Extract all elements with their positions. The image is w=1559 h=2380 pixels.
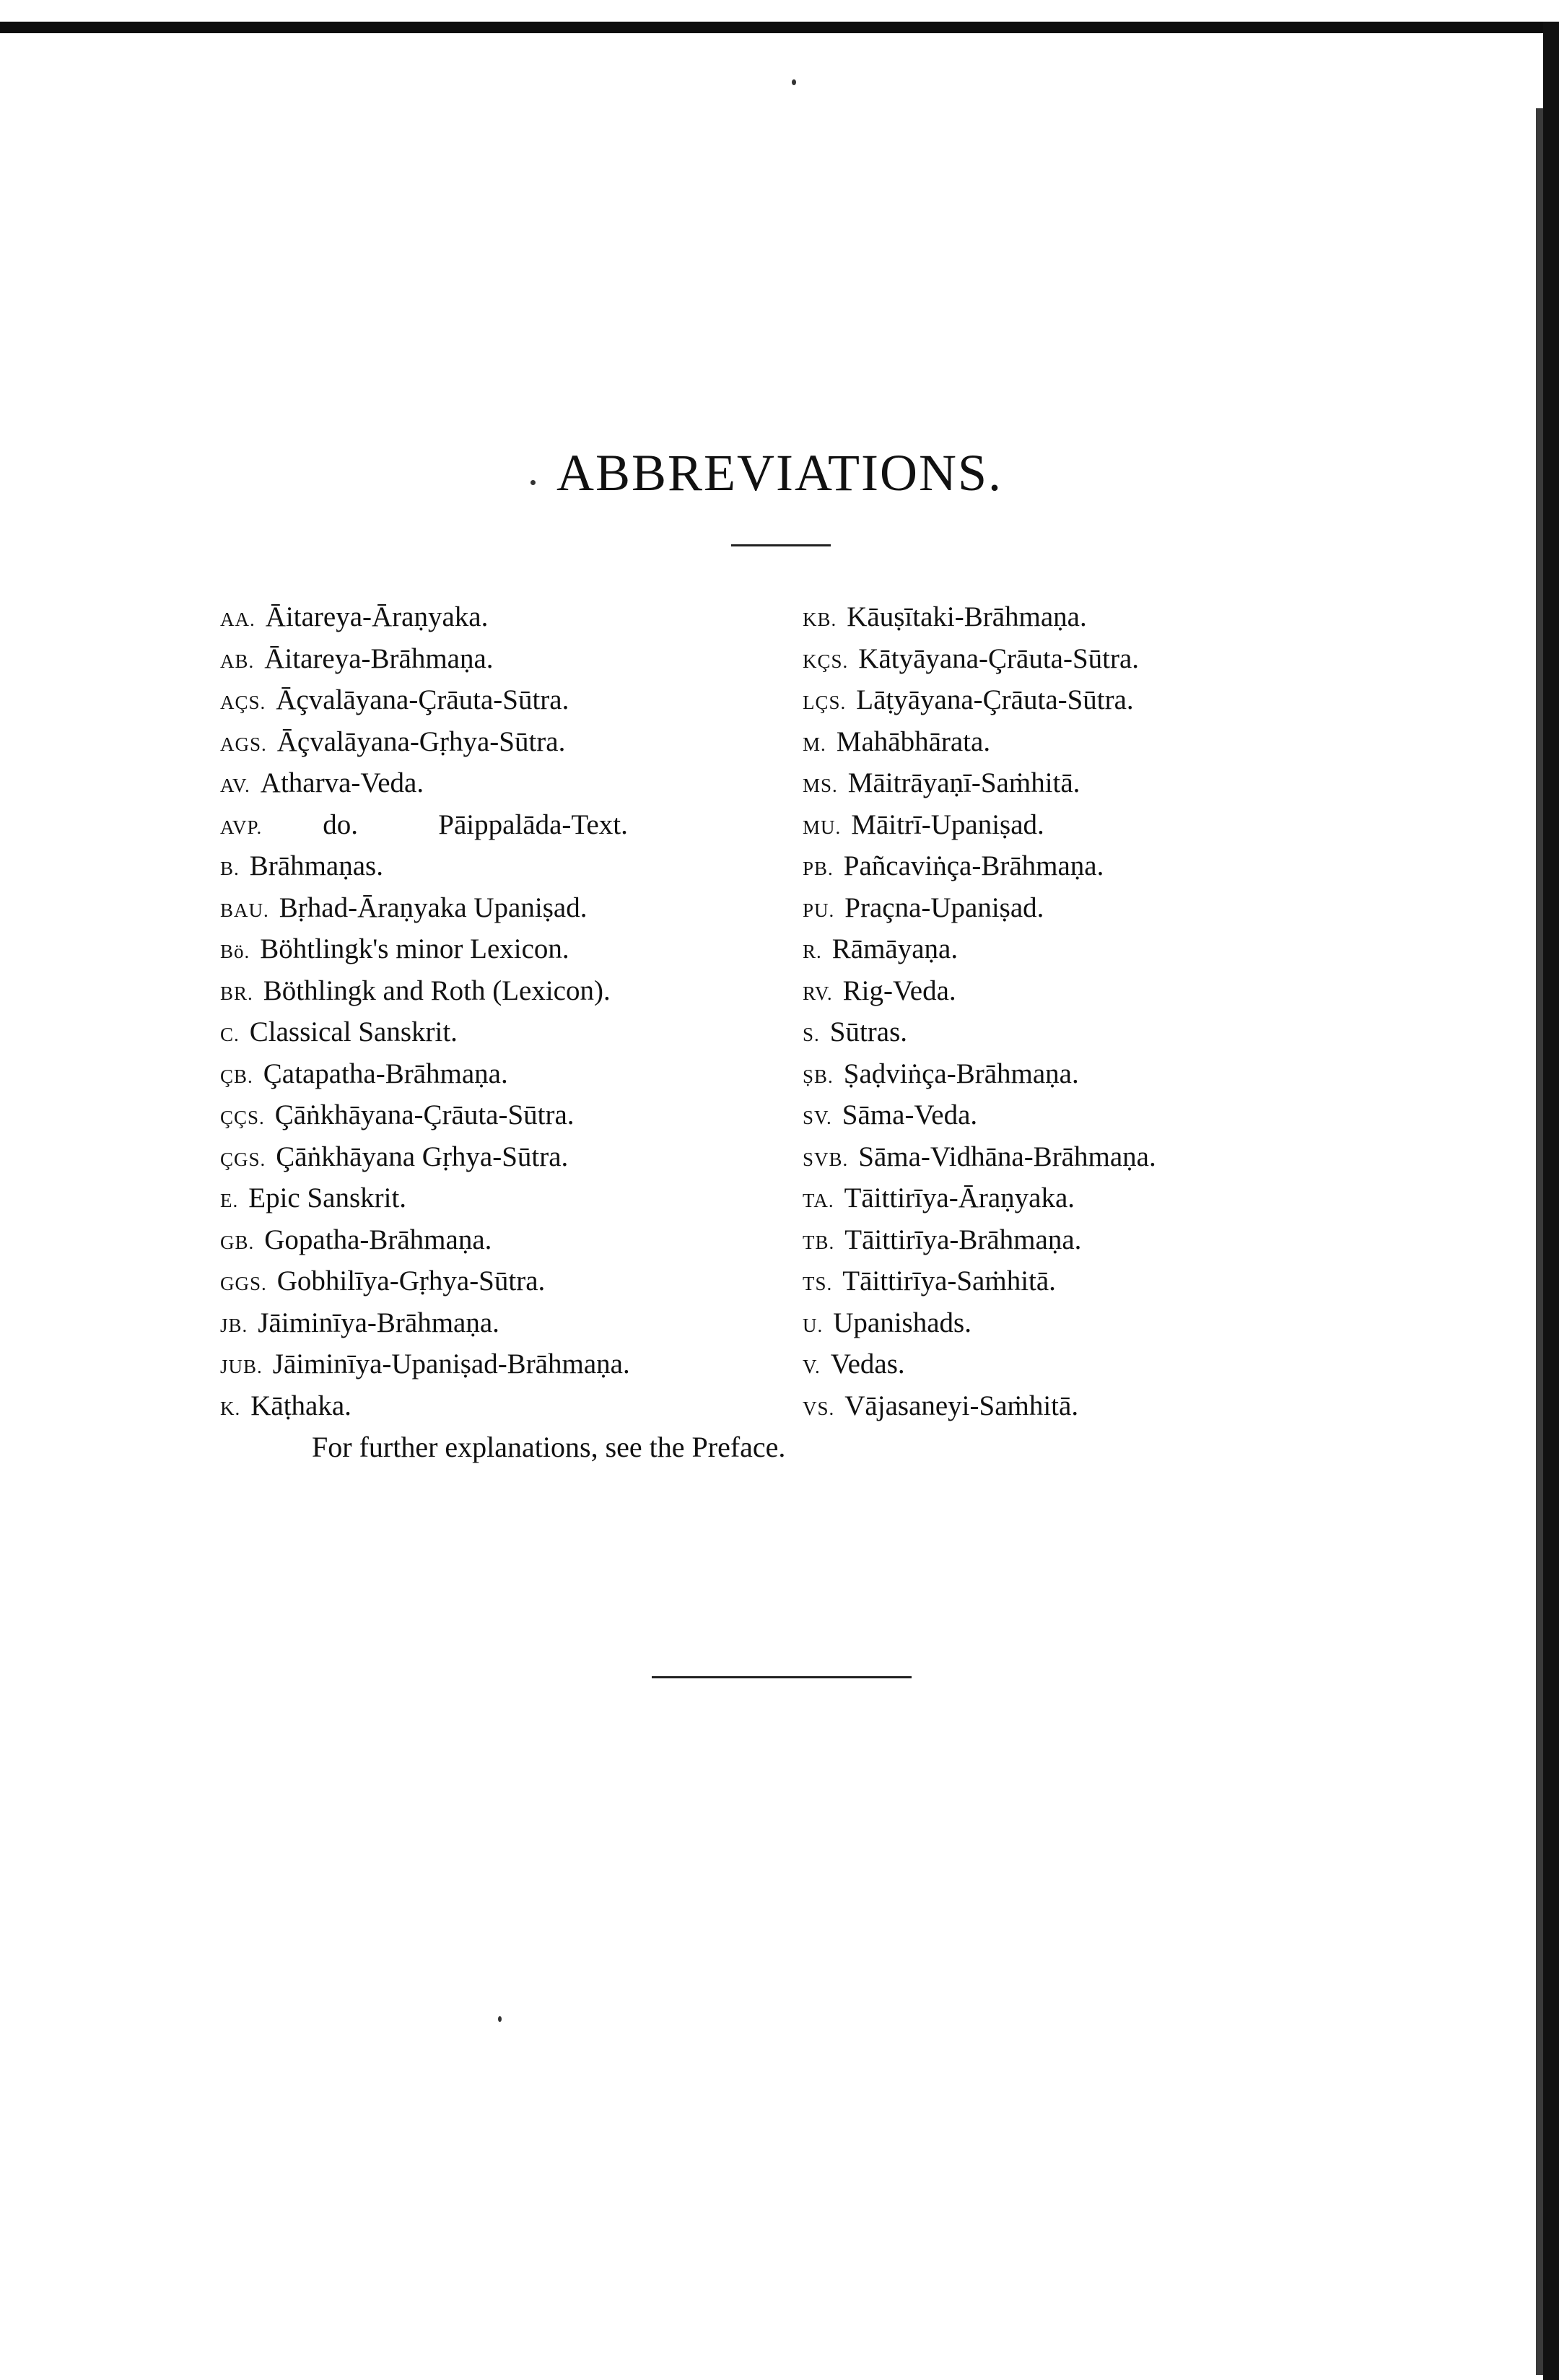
abbreviation-entry	[803, 1302, 1322, 1344]
abbreviation-code: ṢB.	[803, 1065, 834, 1087]
abbreviation-code: C.	[220, 1024, 240, 1045]
abbreviation-entry	[803, 1177, 1322, 1219]
abbreviation-code: MU.	[803, 816, 842, 838]
abbreviation-code: AVP.	[220, 816, 263, 838]
abbreviation-code: VS.	[803, 1397, 835, 1419]
abbreviation-entry	[220, 1136, 798, 1178]
abbreviation-code: KB.	[803, 609, 837, 630]
abbreviation-meaning: Kāṭhaka.	[250, 1390, 351, 1421]
abbreviation-code: AA.	[220, 609, 256, 630]
title-divider	[731, 544, 831, 546]
abbreviation-meaning: Māitrāyaṇī-Saṁhitā.	[847, 767, 1080, 798]
abbreviation-meaning: Rig-Veda.	[842, 975, 956, 1006]
abbreviation-code: JUB.	[220, 1356, 263, 1377]
abbreviation-code: GB.	[220, 1231, 255, 1253]
abbreviation-entry	[220, 1302, 798, 1344]
abbreviation-meaning: Atharva-Veda.	[260, 767, 424, 798]
abbreviation-code: TS.	[803, 1273, 833, 1294]
abbreviation-code: AGS.	[220, 733, 267, 755]
abbreviation-entry	[803, 1219, 1322, 1261]
abbreviation-code: TB.	[803, 1231, 835, 1253]
abbreviation-meaning: Brāhmaṇas.	[249, 850, 383, 881]
abbreviation-code: RV.	[803, 982, 833, 1004]
abbreviation-meaning: Upanishads.	[833, 1307, 971, 1338]
abbreviation-code: JB.	[220, 1314, 248, 1336]
abbreviation-meaning: Tāittirīya-Brāhmaṇa.	[844, 1224, 1082, 1255]
abbreviation-meaning: Epic Sanskrit.	[248, 1182, 407, 1213]
abbreviation-meaning: Jāiminīya-Upaniṣad-Brāhmaṇa.	[272, 1348, 630, 1379]
abbreviation-entry	[220, 1260, 798, 1302]
abbreviation-entry	[803, 970, 1322, 1012]
abbreviation-code: K.	[220, 1397, 241, 1419]
abbreviation-code: BR.	[220, 982, 253, 1004]
abbreviation-meaning: Sāma-Veda.	[842, 1099, 978, 1130]
abbreviation-code: LÇS.	[803, 692, 847, 713]
abbreviation-code: AÇS.	[220, 692, 266, 713]
abbreviation-entry	[803, 1011, 1322, 1053]
abbreviation-meaning: Sūtras.	[829, 1016, 908, 1047]
abbreviation-code: AB.	[220, 650, 255, 672]
abbreviation-entry	[220, 970, 798, 1012]
abbreviation-entry	[220, 596, 798, 638]
abbreviation-entry	[220, 1385, 798, 1427]
abbreviation-meaning: Lāṭyāyana-Çrāuta-Sūtra.	[856, 684, 1134, 715]
abbreviation-code: SV.	[803, 1107, 832, 1128]
abbreviation-entry	[220, 1219, 798, 1261]
abbreviation-entry	[220, 1343, 798, 1385]
abbreviation-meaning: Rāmāyaṇa.	[831, 933, 958, 964]
abbreviation-code: E.	[220, 1190, 239, 1211]
abbreviation-code: MS.	[803, 775, 838, 796]
abbreviation-meaning: Āçvalāyana-Çrāuta-Sūtra.	[276, 684, 569, 715]
abbreviation-meaning: Ṣaḍviṅça-Brāhmaṇa.	[843, 1058, 1079, 1089]
abbreviation-meaning: Āitareya-Brāhmaṇa.	[264, 642, 494, 674]
abbreviation-meaning: Pāippalāda-Text.	[438, 808, 628, 840]
abbreviations-left-column	[220, 596, 798, 1426]
scan-speck	[498, 2016, 502, 2022]
abbreviation-code: V.	[803, 1356, 821, 1377]
abbreviation-code: U.	[803, 1314, 824, 1336]
abbreviation-entry	[220, 1053, 798, 1095]
abbreviation-entry	[803, 804, 1322, 846]
abbreviation-meaning: Gopatha-Brāhmaṇa.	[264, 1224, 492, 1255]
abbreviation-meaning: Classical Sanskrit.	[249, 1016, 458, 1047]
abbreviation-meaning: Pañcaviṅça-Brāhmaṇa.	[843, 850, 1104, 881]
abbreviation-meaning: Vedas.	[830, 1348, 905, 1379]
abbreviation-entry	[220, 638, 798, 680]
abbreviation-entry	[803, 1385, 1322, 1427]
abbreviation-entry	[803, 762, 1322, 804]
abbreviation-meaning: Tāittirīya-Āraṇyaka.	[844, 1182, 1075, 1213]
abbreviation-code: B.	[220, 858, 240, 879]
abbreviation-entry	[803, 845, 1322, 887]
abbreviation-meaning: Māitrī-Upaniṣad.	[851, 808, 1044, 840]
abbreviation-meaning: Çāṅkhāyana Gṛhya-Sūtra.	[276, 1141, 569, 1172]
abbreviation-entry	[803, 679, 1322, 721]
abbreviation-meaning: Mahābhārata.	[836, 725, 991, 757]
abbreviation-meaning: Sāma-Vidhāna-Brāhmaṇa.	[858, 1141, 1156, 1172]
abbreviation-meaning: Tāittirīya-Saṁhitā.	[842, 1265, 1056, 1296]
abbreviation-entry	[220, 804, 798, 846]
abbreviation-meaning: Praçna-Upaniṣad.	[844, 892, 1044, 923]
abbreviation-code: ÇGS.	[220, 1148, 266, 1170]
abbreviation-meaning: Kātyāyana-Çrāuta-Sūtra.	[858, 642, 1140, 674]
abbreviation-meaning: Āçvalāyana-Gṛhya-Sūtra.	[276, 725, 566, 757]
abbreviation-meaning: Çāṅkhāyana-Çrāuta-Sūtra.	[274, 1099, 575, 1130]
abbreviation-meaning: Vājasaneyi-Saṁhitā.	[844, 1390, 1079, 1421]
abbreviation-entry	[220, 1094, 798, 1136]
page-title: ABBREVIATIONS.	[556, 444, 1003, 502]
scan-right-border	[1543, 22, 1559, 2380]
abbreviation-meaning: Āitareya-Āraṇyaka.	[265, 601, 489, 632]
abbreviation-entry	[803, 638, 1322, 680]
abbreviation-code: Bö.	[220, 941, 250, 962]
abbreviation-entry	[803, 1343, 1322, 1385]
abbreviation-code: S.	[803, 1024, 820, 1045]
abbreviation-code: ÇB.	[220, 1065, 253, 1087]
abbreviation-meaning: Gobhilīya-Gṛhya-Sūtra.	[276, 1265, 546, 1296]
abbreviation-code: PU.	[803, 899, 835, 921]
abbreviation-entry	[220, 721, 798, 763]
abbreviation-code: GGS.	[220, 1273, 267, 1294]
abbreviation-meaning: Kāuṣītaki-Brāhmaṇa.	[847, 601, 1087, 632]
abbreviation-entry	[220, 928, 798, 970]
bottom-divider	[652, 1676, 912, 1678]
scan-speck	[792, 79, 796, 85]
abbreviation-entry	[803, 596, 1322, 638]
abbreviation-code: ÇÇS.	[220, 1107, 265, 1128]
abbreviation-entry	[803, 1136, 1322, 1178]
abbreviation-code: SVB.	[803, 1148, 849, 1170]
abbreviation-entry	[220, 679, 798, 721]
abbreviation-code: AV.	[220, 775, 250, 796]
abbreviation-code: BAU.	[220, 899, 269, 921]
scan-top-border	[0, 22, 1559, 33]
abbreviation-meaning: Çatapatha-Brāhmaṇa.	[263, 1058, 508, 1089]
abbreviation-entry	[803, 1094, 1322, 1136]
abbreviation-meaning: Bṛhad-Āraṇyaka Upaniṣad.	[279, 892, 588, 923]
abbreviation-code: KÇS.	[803, 650, 849, 672]
abbreviation-code: M.	[803, 733, 826, 755]
abbreviation-entry	[803, 1053, 1322, 1095]
abbreviation-entry	[803, 928, 1322, 970]
abbreviation-entry	[220, 887, 798, 929]
abbreviation-code: R.	[803, 941, 822, 962]
footnote: For further explanations, see the Preface.	[312, 1431, 786, 1463]
abbreviation-code: TA.	[803, 1190, 834, 1211]
abbreviations-right-column	[803, 596, 1322, 1426]
abbreviation-entry	[803, 887, 1322, 929]
abbreviation-entry	[220, 1011, 798, 1053]
abbreviation-entry	[220, 1177, 798, 1219]
abbreviation-entry	[803, 1260, 1322, 1302]
abbreviation-meaning: Böthlingk and Roth (Lexicon).	[263, 975, 611, 1006]
abbreviation-meaning: Böhtlingk's minor Lexicon.	[260, 933, 569, 964]
abbreviation-entry	[220, 845, 798, 887]
abbreviation-entry	[220, 762, 798, 804]
abbreviation-code: PB.	[803, 858, 834, 879]
abbreviation-entry	[803, 721, 1322, 763]
ditto-mark: do.	[323, 808, 359, 840]
abbreviation-meaning: Jāiminīya-Brāhmaṇa.	[258, 1307, 499, 1338]
